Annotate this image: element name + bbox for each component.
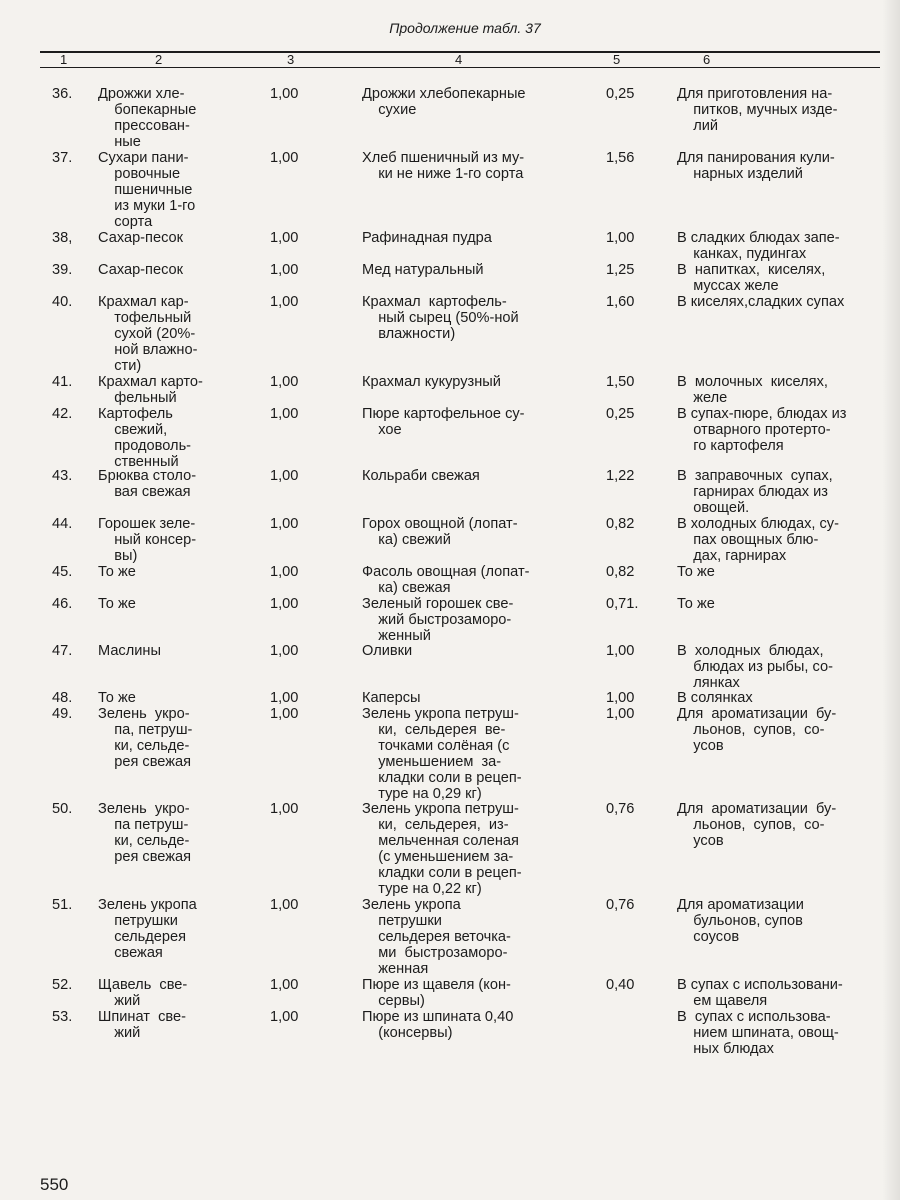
usage-note: В солянках: [677, 690, 753, 706]
usage-note: В супах с использовани- ем щавеля: [677, 977, 843, 1009]
equivalence-ratio: 0,76: [606, 897, 635, 913]
product-name: Щавель све- жий: [98, 977, 188, 1009]
row-number: 40.: [52, 294, 73, 310]
equivalence-ratio: 1,50: [606, 374, 635, 390]
product-name: Дрожжи хле- бопекарные прессован- ные: [98, 86, 197, 150]
row-number: 41.: [52, 374, 73, 390]
row-number: 36.: [52, 86, 73, 102]
usage-note: В киселях,сладких супах: [677, 294, 845, 310]
substitute-name: Рафинадная пудра: [362, 230, 492, 246]
product-weight: 1,00: [270, 977, 299, 993]
equivalence-ratio: 1,25: [606, 262, 635, 278]
product-name: То же: [98, 690, 136, 706]
row-number: 51.: [52, 897, 73, 913]
equivalence-ratio: 1,00: [606, 643, 635, 659]
substitute-name: Каперсы: [362, 690, 421, 706]
row-number: 39.: [52, 262, 73, 278]
table-caption: Продолжение табл. 37: [389, 20, 541, 36]
equivalence-ratio: 0,82: [606, 564, 635, 580]
product-weight: 1,00: [270, 230, 299, 246]
usage-note: То же: [677, 596, 715, 612]
substitute-name: Дрожжи хлебопекарные сухие: [362, 86, 526, 118]
product-name: Маслины: [98, 643, 161, 659]
substitute-name: Пюре из шпината 0,40 (консервы): [362, 1009, 514, 1041]
row-number: 42.: [52, 406, 73, 422]
column-number: 6: [703, 52, 711, 67]
product-weight: 1,00: [270, 1009, 299, 1025]
substitute-name: Мед натуральный: [362, 262, 484, 278]
substitute-name: Пюре из щавеля (кон- сервы): [362, 977, 511, 1009]
product-name: Сахар-песок: [98, 230, 184, 246]
product-name: Горошек зеле- ный консер- вы): [98, 516, 197, 564]
substitute-name: Крахмал кукурузный: [362, 374, 501, 390]
product-name: Брюква столо- вая свежая: [98, 468, 197, 500]
product-name: Сухари пани- ровочные пшеничные из муки 1-го сорта: [98, 150, 196, 230]
row-number: 43.: [52, 468, 73, 484]
column-number: 2: [155, 52, 163, 67]
equivalence-ratio: 1,56: [606, 150, 635, 166]
row-number: 46.: [52, 596, 73, 612]
row-number: 52.: [52, 977, 73, 993]
usage-note: Для приготовления на- питков, мучных изде- лий: [677, 86, 838, 134]
product-weight: 1,00: [270, 516, 299, 532]
product-name: То же: [98, 564, 136, 580]
equivalence-ratio: 1,60: [606, 294, 635, 310]
usage-note: Для ароматизации бу- льонов, супов, со- усов: [677, 706, 837, 754]
usage-note: В холодных блюдах, блюдах из рыбы, со- лянках: [677, 643, 833, 691]
product-weight: 1,00: [270, 374, 299, 390]
usage-note: В заправочных супах, гарнирах блюдах из овощей.: [677, 468, 833, 516]
product-name: Шпинат све- жий: [98, 1009, 186, 1041]
row-number: 38,: [52, 230, 73, 246]
equivalence-ratio: 0,71.: [606, 596, 639, 612]
substitute-name: Хлеб пшеничный из му- ки не ниже 1-го сорта: [362, 150, 525, 182]
usage-note: Для ароматизации бульонов, супов соусов: [677, 897, 804, 945]
equivalence-ratio: 1,00: [606, 706, 635, 722]
row-number: 37.: [52, 150, 73, 166]
product-name: Картофель свежий, продоволь- ственный: [98, 406, 192, 470]
page-edge-shadow: [882, 0, 900, 1200]
column-number: 5: [613, 52, 621, 67]
product-name: Сахар-песок: [98, 262, 184, 278]
column-number: 3: [287, 52, 295, 67]
product-weight: 1,00: [270, 897, 299, 913]
usage-note: В холодных блюдах, су- пах овощных блю- дах, гарнирах: [677, 516, 839, 564]
substitute-name: Фасоль овощная (лопат- ка) свежая: [362, 564, 530, 596]
row-number: 50.: [52, 801, 73, 817]
substitute-name: Зелень укропа петруш- ки, сельдерея ве- точками солёная (с уменьшением за- кладки соли в рецеп- туре на 0,29 кг): [362, 706, 522, 802]
header-bottom-rule: [40, 67, 880, 68]
column-number-row: [0, 53, 900, 67]
column-number: 1: [60, 52, 68, 67]
equivalence-ratio: 0,82: [606, 516, 635, 532]
substitute-name: Крахмал картофель- ный сырец (50%-ной влажности): [362, 294, 519, 342]
product-weight: 1,00: [270, 86, 299, 102]
usage-note: В сладких блюдах запе- канках, пудингах: [677, 230, 840, 262]
product-name: Зелень укропа петрушки сельдерея свежая: [98, 897, 197, 961]
substitute-name: Зеленый горошек све- жий быстрозаморо- женный: [362, 596, 514, 644]
equivalence-ratio: 1,22: [606, 468, 635, 484]
product-weight: 1,00: [270, 706, 299, 722]
usage-note: Для панирования кули- нарных изделий: [677, 150, 835, 182]
equivalence-ratio: 1,00: [606, 690, 635, 706]
row-number: 47.: [52, 643, 73, 659]
usage-note: В супах с использова- нием шпината, овощ- ных блюдах: [677, 1009, 839, 1057]
equivalence-ratio: 0,76: [606, 801, 635, 817]
product-weight: 1,00: [270, 564, 299, 580]
equivalence-ratio: 1,00: [606, 230, 635, 246]
substitute-name: Зелень укропа петрушки сельдерея веточка- ми быстрозаморо- женная: [362, 897, 511, 977]
equivalence-ratio: 0,40: [606, 977, 635, 993]
substitute-name: Горох овощной (лопат- ка) свежий: [362, 516, 518, 548]
usage-note: Для ароматизации бу- льонов, супов, со- усов: [677, 801, 837, 849]
product-name: Зелень укро- па, петруш- ки, сельде- рея свежая: [98, 706, 193, 770]
product-name: Крахмал карто- фельный: [98, 374, 203, 406]
substitute-name: Зелень укропа петруш- ки, сельдерея, из- мельченная соленая (с уменьшением за- кладки соли в рецеп- туре на 0,22 кг): [362, 801, 522, 897]
column-number: 4: [455, 52, 463, 67]
usage-note: В супах-пюре, блюдах из отварного протерто- го картофеля: [677, 406, 847, 454]
row-number: 45.: [52, 564, 73, 580]
product-weight: 1,00: [270, 406, 299, 422]
substitute-name: Оливки: [362, 643, 413, 659]
product-weight: 1,00: [270, 643, 299, 659]
equivalence-ratio: 0,25: [606, 406, 635, 422]
product-weight: 1,00: [270, 262, 299, 278]
page-number: 550: [40, 1175, 69, 1194]
row-number: 49.: [52, 706, 73, 722]
usage-note: В напитках, киселях, муссах желе: [677, 262, 826, 294]
product-name: Крахмал кар- тофельный сухой (20%- ной влажно- сти): [98, 294, 198, 374]
row-number: 44.: [52, 516, 73, 532]
product-weight: 1,00: [270, 150, 299, 166]
substitute-name: Кольраби свежая: [362, 468, 480, 484]
product-weight: 1,00: [270, 294, 299, 310]
usage-note: То же: [677, 564, 715, 580]
product-weight: 1,00: [270, 690, 299, 706]
row-number: 53.: [52, 1009, 73, 1025]
product-name: То же: [98, 596, 136, 612]
product-weight: 1,00: [270, 801, 299, 817]
usage-note: В молочных киселях, желе: [677, 374, 828, 406]
product-weight: 1,00: [270, 596, 299, 612]
product-name: Зелень укро- па петруш- ки, сельде- рея свежая: [98, 801, 192, 865]
row-number: 48.: [52, 690, 73, 706]
substitute-name: Пюре картофельное су- хое: [362, 406, 525, 438]
equivalence-ratio: 0,25: [606, 86, 635, 102]
product-weight: 1,00: [270, 468, 299, 484]
